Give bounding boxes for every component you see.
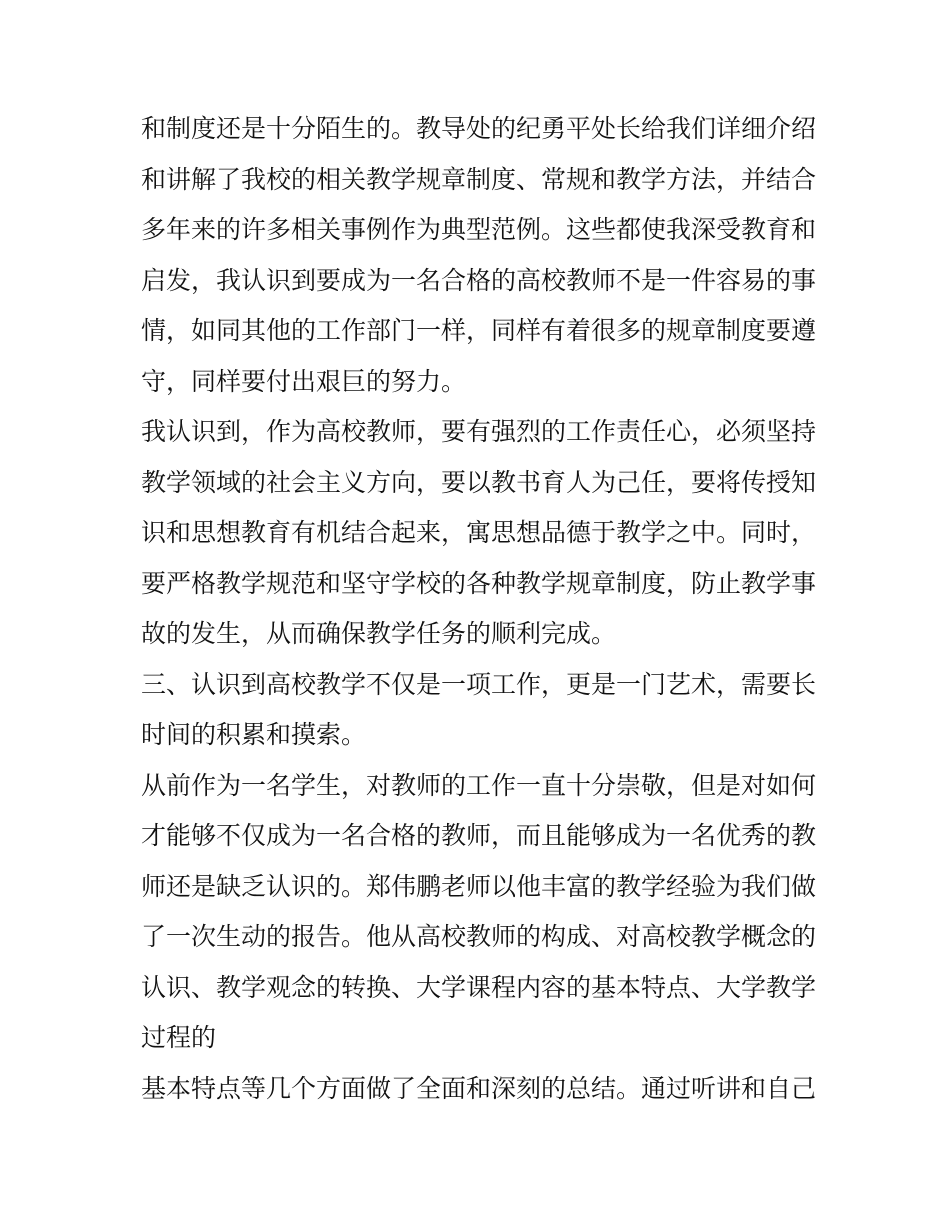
text-line: 了一次生动的报告。他从高校教师的构成、对高校教学概念的 xyxy=(141,922,817,951)
text-line: 启发，我认识到要成为一名合格的高校教师不是一件容易的事 xyxy=(141,265,817,295)
text-line: 和讲解了我校的相关教学规章制度、常规和教学方法，并结合 xyxy=(141,164,817,194)
paragraph xyxy=(141,104,817,407)
text-line: 守，同样要付出艰巨的努力。 xyxy=(141,366,467,396)
text-line: 多年来的许多相关事例作为典型范例。这些都使我深受教育和 xyxy=(141,215,817,244)
text-line: 基本特点等几个方面做了全面和深刻的总结。通过听讲和自己 xyxy=(141,1073,817,1103)
text-line: 三、认识到高校教学不仅是一项工作，更是一门艺术，需要长 xyxy=(141,669,817,699)
paragraph xyxy=(141,1064,817,1115)
section-heading xyxy=(141,660,817,761)
text-line: 从前作为一名学生，对教师的工作一直十分崇敬，但是对如何 xyxy=(141,770,817,800)
text-line: 时间的积累和摸索。 xyxy=(141,720,367,749)
paragraph xyxy=(141,407,817,660)
text-line: 教学领域的社会主义方向，要以教书育人为己任，要将传授知 xyxy=(141,467,817,497)
text-line: 认识、教学观念的转换、大学课程内容的基本特点、大学教学 xyxy=(141,972,817,1002)
text-line: 识和思想教育有机结合起来，寓思想品德于教学之中。同时， xyxy=(141,518,817,547)
paragraph xyxy=(141,761,817,1064)
text-line: 要严格教学规范和坚守学校的各种教学规章制度，防止教学事 xyxy=(141,568,817,598)
text-line: 情，如同其他的工作部门一样，同样有着很多的规章制度要遵 xyxy=(141,316,817,345)
text-line: 过程的 xyxy=(141,1023,217,1052)
text-line: 和制度还是十分陌生的。教导处的纪勇平处长给我们详细介绍 xyxy=(141,114,817,143)
text-line: 才能够不仅成为一名合格的教师，而且能够成为一名优秀的教 xyxy=(141,821,817,850)
text-line: 我认识到，作为高校教师，要有强烈的工作责任心，必须坚持 xyxy=(141,417,817,446)
text-line: 师还是缺乏认识的。郑伟鹏老师以他丰富的教学经验为我们做 xyxy=(141,871,817,901)
text-line: 故的发生，从而确保教学任务的顺利完成。 xyxy=(141,619,617,648)
body-text xyxy=(141,104,817,1114)
